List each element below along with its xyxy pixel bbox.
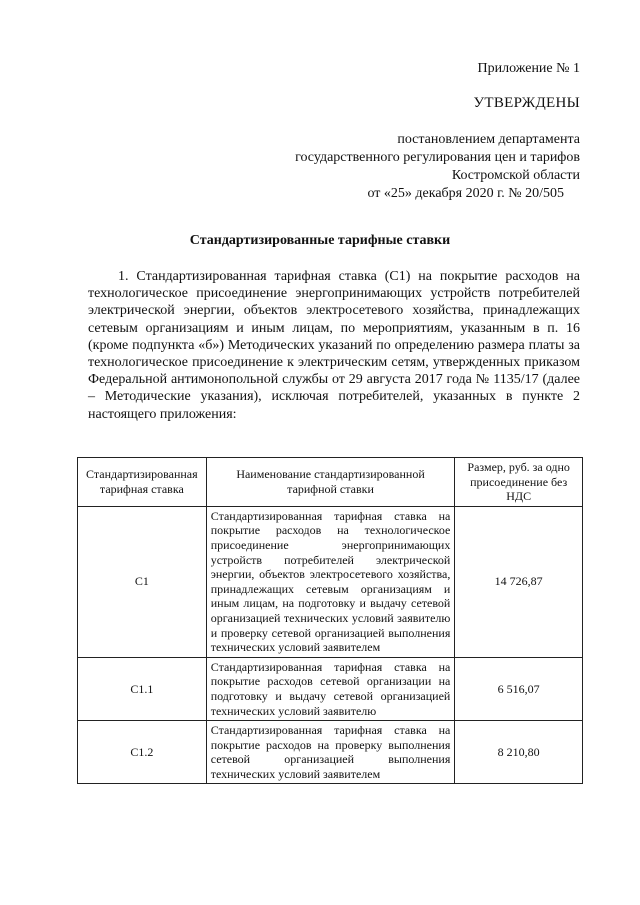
row-value: 14 726,87 <box>455 506 583 657</box>
table-row <box>78 721 583 784</box>
approved-heading: УТВЕРЖДЕНЫ <box>473 95 580 111</box>
row-value: 8 210,80 <box>455 721 583 784</box>
header-cell-code: Стандартизированная тарифная ставка <box>78 458 207 507</box>
document-title: Стандартизированные тарифные ставки <box>189 233 451 248</box>
table-header-row <box>78 458 583 507</box>
row-code: С1.1 <box>78 657 207 720</box>
decree-line: постановлением департамента <box>397 132 580 147</box>
appendix-label: Приложение № 1 <box>477 61 580 76</box>
table-row <box>78 657 583 720</box>
decree-block <box>200 131 580 203</box>
decree-line: государственного регулирования цен и тарифов <box>295 150 580 165</box>
row-name: Стандартизированная тарифная ставка на покрытие расходов на технологическое присоединение энергопринимающих устройств потребителей электрической энергии, объектов электросетевого хозяйства, принадлежащих сетевым организациям и иным лицам, на подготовку и выдачу сетевой организацией технических условий заявителю и проверку сетевой организацией выполнения технических условий заявителем <box>206 506 455 657</box>
paragraph-1: 1. Стандартизированная тарифная ставка (С1) на покрытие расходов на технологическое присоединение энергопринимающих устройств потребителей электрической энергии, объектов электросетевого хозяйства, принадлежащих сетевым организациям и иным лицам, по мероприятиям, указанным в п. 16 (кроме подпункта «б») Методических указаний по определению размера платы за технологическое присоединение к электрическим сетям, утвержденных приказом Федеральной антимонопольной службы от 29 августа 2017 года № 1135/17 (далее – Методические указания), исключая потребителей, указанных в пункте 2 настоящего приложения: <box>88 269 580 422</box>
decree-line: Костромской области <box>451 168 580 183</box>
table-row <box>78 506 583 657</box>
header-cell-name: Наименование стандартизированной тарифной ставки <box>206 458 455 507</box>
tariff-table <box>77 457 583 784</box>
header-cell-value: Размер, руб. за одно присоединение без НДС <box>455 458 583 507</box>
row-value: 6 516,07 <box>455 657 583 720</box>
row-code: С1.2 <box>78 721 207 784</box>
row-code: С1 <box>78 506 207 657</box>
row-name: Стандартизированная тарифная ставка на покрытие расходов сетевой организации на подготовку и выдачу сетевой организацией технических условий заявителю <box>206 657 455 720</box>
decree-date-line: от «25» декабря 2020 г. № 20/505 <box>367 186 564 201</box>
row-name: Стандартизированная тарифная ставка на покрытие расходов на проверку выполнения сетевой организацией выполнения технических условий заявителем <box>206 721 455 784</box>
